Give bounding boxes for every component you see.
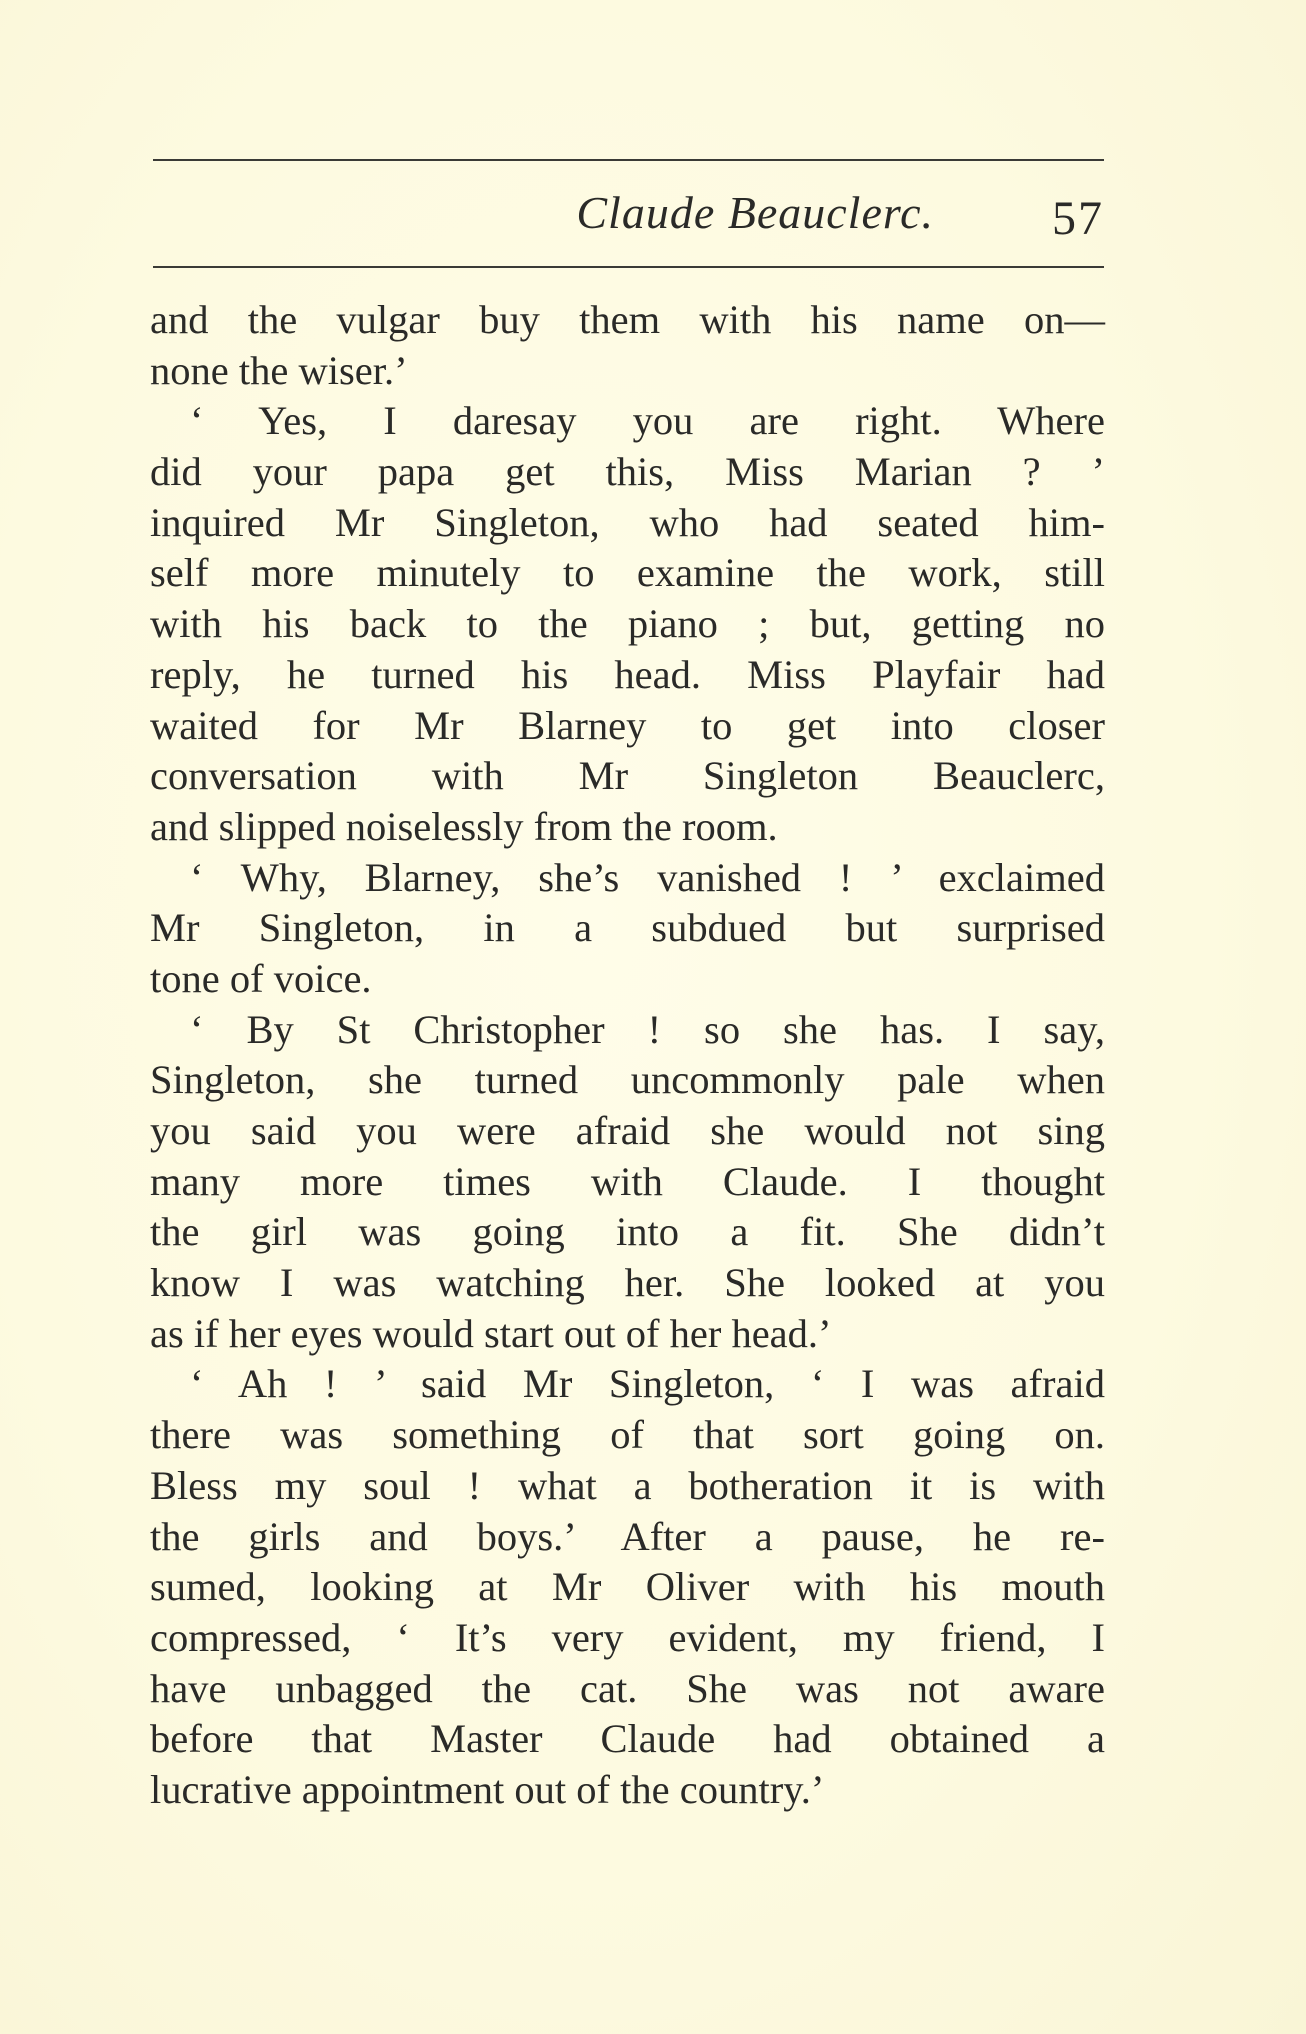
text-line: tone of voice. [150, 955, 372, 1001]
text-line: reply, he turned his head. Miss Playfair had [150, 651, 1105, 697]
text-line: inquired Mr Singleton, who had seated him- [150, 499, 1105, 545]
text-line: the girls and boys.’ After a pause, he re- [150, 1513, 1105, 1559]
header-bottom-rule [153, 266, 1104, 268]
text-line: and the vulgar buy them with his name on— [150, 297, 1105, 342]
page-number: 57 [1052, 192, 1104, 245]
text-line: many more times with Claude. I thought [150, 1158, 1105, 1204]
text-line: Bless my soul ! what a botheration it is with [150, 1462, 1105, 1508]
text-line: the girl was going into a fit. She didn’t [150, 1209, 1105, 1255]
text-line: self more minutely to examine the work, still [150, 550, 1105, 596]
text-line: Mr Singleton, in a subdued but surprised [150, 905, 1105, 951]
text-line: as if her eyes would start out of her head.’ [150, 1310, 832, 1356]
text-line: Singleton, she turned uncommonly pale when [150, 1057, 1105, 1103]
text-line: before that Master Claude had obtained a [150, 1716, 1105, 1762]
text-line: conversation with Mr Singleton Beauclerc, [150, 753, 1105, 799]
text-line: ‘ Yes, I daresay you are right. Where [190, 398, 1105, 444]
text-line: waited for Mr Blarney to get into closer [150, 702, 1105, 748]
text-line: there was something of that sort going on. [150, 1412, 1105, 1458]
text-line: ‘ By St Christopher ! so she has. I say, [190, 1006, 1105, 1052]
header-top-rule [153, 159, 1104, 161]
running-title: Claude Beauclerc. [576, 187, 934, 238]
text-line: did your papa get this, Miss Marian ? ’ [150, 449, 1105, 495]
text-line: ‘ Ah ! ’ said Mr Singleton, ‘ I was afraid [190, 1361, 1105, 1407]
running-head [153, 178, 1104, 248]
text-line: know I was watching her. She looked at you [150, 1260, 1105, 1306]
body-text [150, 295, 1105, 1816]
text-line: have unbagged the cat. She was not aware [150, 1665, 1105, 1711]
text-line: compressed, ‘ It’s very evident, my friend, I [150, 1614, 1105, 1660]
text-line: you said you were afraid she would not sing [150, 1108, 1105, 1153]
text-line: ‘ Why, Blarney, she’s vanished ! ’ exclaimed [190, 854, 1105, 900]
text-line: none the wiser.’ [150, 347, 408, 393]
text-line: lucrative appointment out of the country.’ [150, 1766, 825, 1812]
text-line: and slipped noiselessly from the room. [150, 803, 778, 849]
text-line: with his back to the piano ; but, getting no [150, 601, 1105, 647]
text-line: sumed, looking at Mr Oliver with his mouth [150, 1564, 1105, 1610]
